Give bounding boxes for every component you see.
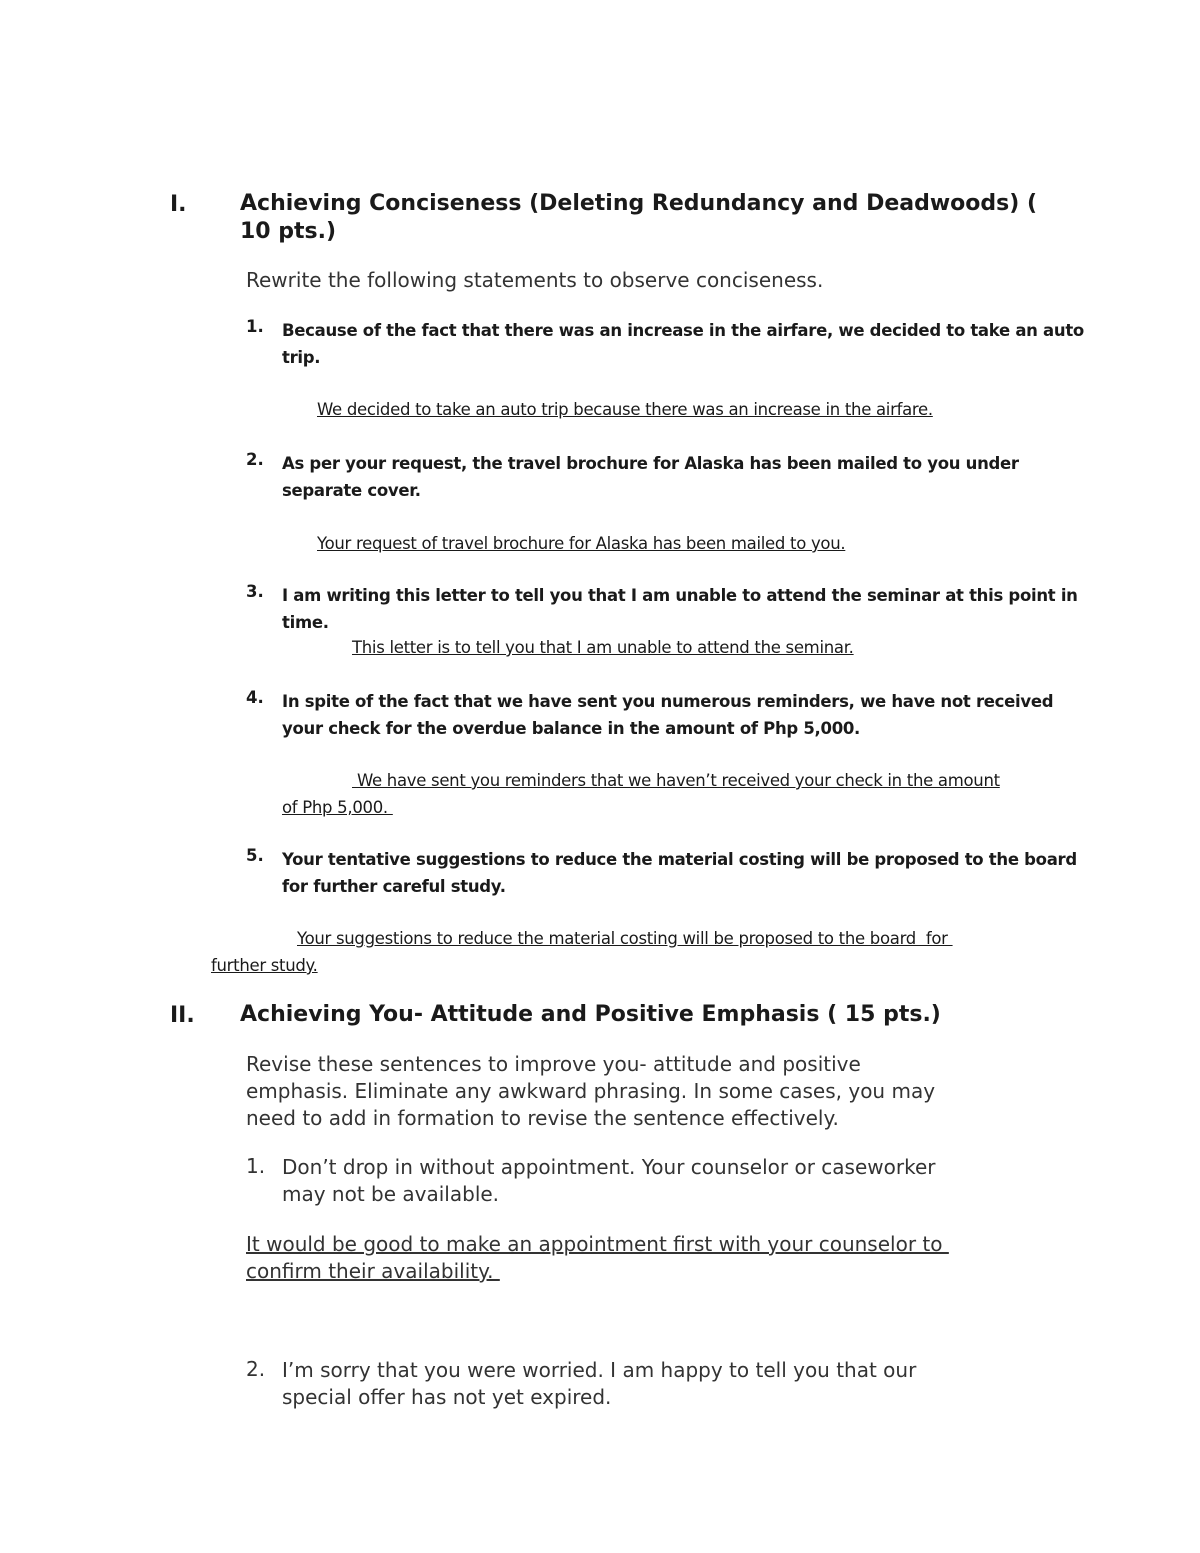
s2-item-2-number: 2. [246, 1357, 266, 1381]
item-5-number: 5. [246, 846, 264, 865]
item-2-answer: Your request of travel brochure for Alaska has been mailed to you. [317, 534, 846, 553]
s2-item-1-answer-line1: It would be good to make an appointment first with your counselor to [246, 1232, 949, 1256]
item-2-question-line1: As per your request, the travel brochure for Alaska has been mailed to you under [282, 454, 1019, 473]
item-1-number: 1. [246, 317, 264, 336]
item-5-answer-line2: further study. [211, 956, 318, 975]
item-4-number: 4. [246, 688, 264, 707]
item-3-question-line1: I am writing this letter to tell you that I am unable to attend the seminar at this point in [282, 586, 1078, 605]
item-2-number: 2. [246, 450, 264, 469]
item-3-question-line2: time. [282, 613, 329, 632]
s2-item-1-question-line2: may not be available. [282, 1182, 500, 1206]
s2-item-1-answer-line2: confirm their availability. [246, 1259, 500, 1283]
section-1-title-line2: 10 pts.) [240, 219, 337, 244]
item-3-answer: This letter is to tell you that I am unable to attend the seminar. [352, 638, 854, 657]
section-2-numeral: II. [170, 1003, 195, 1028]
item-2-question-line2: separate cover. [282, 481, 421, 500]
s2-item-1-number: 1. [246, 1154, 266, 1178]
section-2-instruction-line3: need to add in formation to revise the sentence effectively. [246, 1106, 839, 1130]
item-4-question-line2: your check for the overdue balance in the amount of Php 5,000. [282, 719, 861, 738]
item-5-answer-line1: Your suggestions to reduce the material costing will be proposed to the board for [297, 929, 953, 948]
s2-item-2-question-line2: special offer has not yet expired. [282, 1385, 612, 1409]
section-2-instruction-line1: Revise these sentences to improve you- attitude and positive [246, 1052, 861, 1076]
section-2-title: Achieving You- Attitude and Positive Emphasis ( 15 pts.) [240, 1002, 941, 1027]
s2-item-2-question-line1: I’m sorry that you were worried. I am happy to tell you that our [282, 1358, 917, 1382]
section-1-title-line1: Achieving Conciseness (Deleting Redundancy and Deadwoods) ( [240, 191, 1038, 216]
item-4-answer-line1: We have sent you reminders that we haven’t received your check in the amount [352, 771, 1000, 790]
item-4-question-line1: In spite of the fact that we have sent you numerous reminders, we have not received [282, 692, 1054, 711]
section-1-numeral: I. [170, 192, 187, 217]
section-2-instruction-line2: emphasis. Eliminate any awkward phrasing. In some cases, you may [246, 1079, 936, 1103]
item-1-answer: We decided to take an auto trip because there was an increase in the airfare. [317, 400, 933, 419]
item-4-answer-line2: of Php 5,000. [282, 798, 393, 817]
item-5-question-line1: Your tentative suggestions to reduce the material costing will be proposed to the board [282, 850, 1077, 869]
item-1-question-line2: trip. [282, 348, 321, 367]
item-3-number: 3. [246, 582, 264, 601]
item-1-question-line1: Because of the fact that there was an increase in the airfare, we decided to take an auto [282, 321, 1084, 340]
item-5-question-line2: for further careful study. [282, 877, 506, 896]
section-1-instruction: Rewrite the following statements to observe conciseness. [246, 268, 824, 292]
s2-item-1-question-line1: Don’t drop in without appointment. Your counselor or caseworker [282, 1155, 936, 1179]
